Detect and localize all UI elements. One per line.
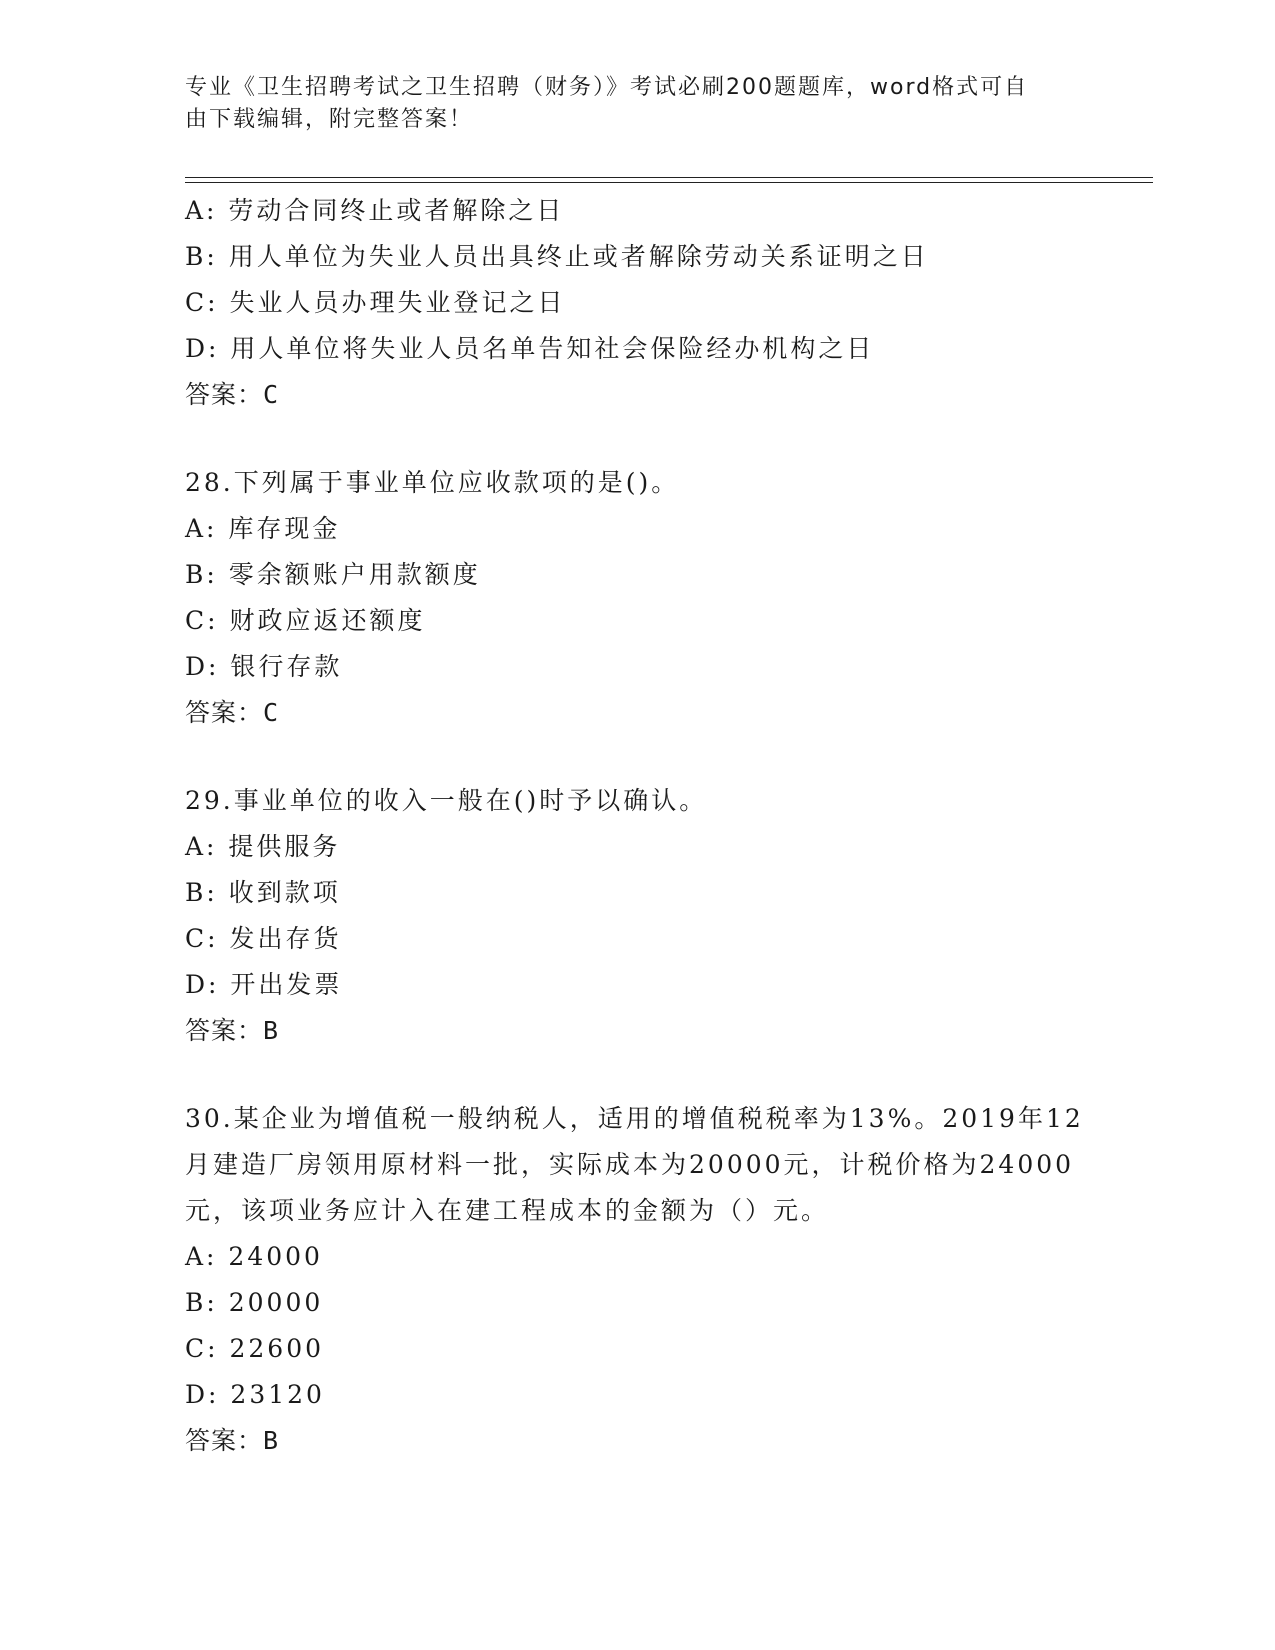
option-b: B: 零余额账户用款额度 — [185, 560, 481, 589]
question-29 — [185, 778, 1085, 1054]
question-text: 28.下列属于事业单位应收款项的是()。 — [185, 468, 680, 497]
question-text-line-2: 月建造厂房领用原材料一批，实际成本为20000元，计税价格为24000 — [185, 1150, 1075, 1179]
answer-value: C — [263, 698, 280, 727]
option-d: D: 23120 — [185, 1380, 325, 1409]
option-b: B: 收到款项 — [185, 878, 341, 907]
answer-value: B — [263, 1426, 280, 1455]
header-line-2: 由下载编辑，附完整答案！ — [185, 107, 474, 132]
question-27 — [185, 188, 1085, 418]
option-c: C: 发出存货 — [185, 924, 342, 953]
answer-label: 答案： — [185, 380, 264, 409]
question-text-line-1: 30.某企业为增值税一般纳税人，适用的增值税税率为13%。2019年12 — [185, 1104, 1084, 1133]
answer-line — [185, 1008, 1085, 1054]
option-d: D: 用人单位将失业人员名单告知社会保险经办机构之日 — [185, 334, 875, 363]
option-b: B: 20000 — [185, 1288, 324, 1317]
question-30 — [185, 1096, 1085, 1464]
header-rule-top — [185, 177, 1153, 178]
answer-line — [185, 1418, 1085, 1464]
answer-value: B — [263, 1016, 280, 1045]
answer-line — [185, 690, 1085, 736]
header-rule-bottom — [185, 182, 1153, 183]
answer-label: 答案： — [185, 1426, 264, 1455]
header-line-1: 专业《卫生招聘考试之卫生招聘（财务）》考试必刷200题题库，word格式可自 — [185, 75, 1029, 100]
option-a: A: 库存现金 — [185, 514, 341, 543]
question-text — [185, 1096, 1085, 1234]
question-list — [185, 188, 1085, 1464]
document-header — [185, 72, 1085, 136]
option-c: C: 失业人员办理失业登记之日 — [185, 288, 566, 317]
option-d: D: 银行存款 — [185, 652, 343, 681]
option-b: B: 用人单位为失业人员出具终止或者解除劳动关系证明之日 — [185, 242, 929, 271]
option-d: D: 开出发票 — [185, 970, 343, 999]
answer-line — [185, 372, 1085, 418]
option-a: A: 24000 — [185, 1242, 323, 1271]
answer-label: 答案： — [185, 698, 264, 727]
question-text-line-3: 元，该项业务应计入在建工程成本的金额为（）元。 — [185, 1196, 830, 1225]
option-c: C: 财政应返还额度 — [185, 606, 426, 635]
option-a: A: 劳动合同终止或者解除之日 — [185, 196, 565, 225]
answer-label: 答案： — [185, 1016, 264, 1045]
question-text: 29.事业单位的收入一般在()时予以确认。 — [185, 786, 708, 815]
question-28 — [185, 460, 1085, 736]
option-a: A: 提供服务 — [185, 832, 341, 861]
answer-value: C — [263, 380, 280, 409]
option-c: C: 22600 — [185, 1334, 325, 1363]
